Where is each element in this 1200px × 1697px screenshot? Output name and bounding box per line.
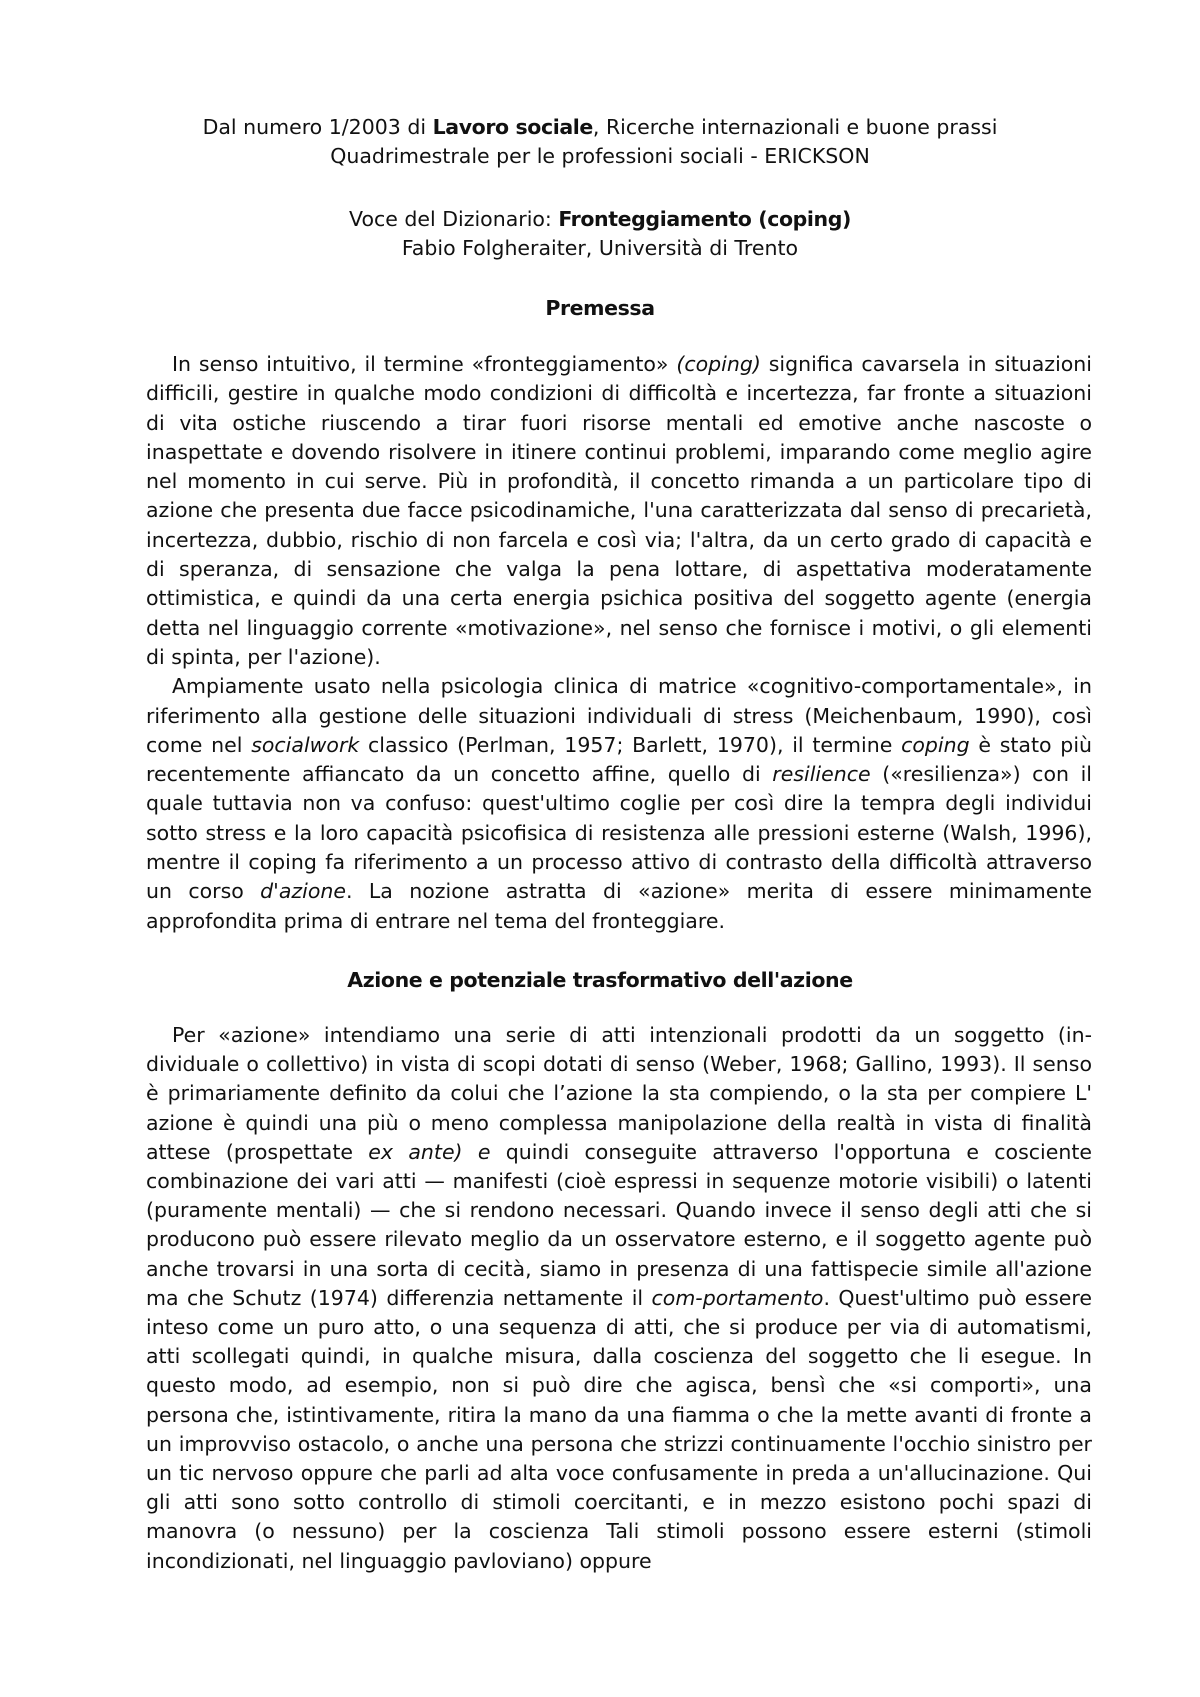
text-run: . Quest'ultimo può essere inteso come un puro atto, o una sequenza di atti, che si produce per via di automatismi, atti scollegati quindi, in qualche misura, dalla coscienza del soggetto che li esegue. In questo modo, ad esempio, non si può dire che agisca, bensì che «si comporti», una persona che, istintivamente, ritira la mano da una fiamma o che la mette avanti di fronte a un improvviso ostacolo, o anche una persona che strizzi continuamente l'occhio sinistro per un tic nervoso oppure che parli ad alta voce confusamente in preda a un'allucinazione. Qui gli atti sono sotto controllo di stimoli coercitanti, e in mezzo esistono pochi spazi di manovra (o nessuno) per la coscienza Tali stimoli possono essere esterni (stimoli incondizionati, nel linguaggio pavloviano) oppure [146,1285,1092,1573]
entry-title: Fronteggiamento (coping) [558,207,851,231]
azione-paragraph-1 [146,1021,1092,1576]
source-line-suffix: , Ricerche internazionali e buone prassi [592,115,998,139]
italic-term: socialwork [251,732,360,757]
publisher-line: Quadrimestrale per le professioni sociali - ERICKSON [330,144,870,168]
italic-term: ex ante) e [368,1139,491,1164]
section-title-azione: Azione e potenziale trasformativo dell'azione [347,968,853,992]
text-run: («resilienza») con il quale tuttavia non va confuso: quest'ultimo coglie per così dire la tempra degli individui sotto stress e la loro capacità psicofisica di resistenza alle pressioni esterne (Walsh, 1996), mentre il coping fa riferimento a un processo attivo di contrasto della difficoltà attraverso un corso [146,762,1092,904]
entry-header [0,205,1200,263]
italic-term: resilience [772,762,871,787]
text-run: quindi conseguite attraverso l'opportuna e cosciente combinazione dei vari atti — manifesti (cioè espressi in sequenze motorie visibili) o latenti (puramente mentali) — che si rendono necessari. Quando invece il senso degli atti che si producono può essere rilevato meglio da un osservatore esterno, e il soggetto agente può anche trovarsi in una sorta di cecità, siamo in presenza di una fattispecie simile all'azione ma che Schutz (1974) differenzia nettamente il [146,1139,1093,1310]
text-run: Ampiamente usato nella psicologia clinica di matrice «cognitivo-comportamentale», in riferimento alla gestione delle situazioni individuali di stress (Meichenbaum, 1990), così come nel [146,674,1092,757]
text-run: classico (Perlman, 1957; Barlett, 1970), il termine [359,732,902,757]
italic-term: (coping) [676,352,761,376]
text-run: significa cavarsela in situazioni difficili, gestire in qualche modo condizioni di difficoltà e incertezza, far fronte a situazioni di vita ostiche riuscendo a tirar fuori risorse mentali ed emotive anche nascoste o inaspettate e dovendo risolvere in itinere continui problemi, imparando come meglio agire nel momento in cui serve. Più in profondità, il concetto rimanda a un particolare tipo di azione che presenta due facce psicodinamiche, l'una caratterizzata dal senso di precarietà, incertezza, dubbio, rischio di non farcela e così via; l'altra, da un certo grado di capacità e di speranza, di sensazione che valga la pena lottare, di aspettativa moderatamente ottimistica, e quindi da una certa energia psichica positiva del soggetto agente (energia detta nel linguaggio corrente «motivazione», nel senso che fornisce i motivi, o gli elementi di spinta, per l'azione). [146,352,1092,669]
text-run: . La nozione astratta di «azione» merita di essere minimamente approfondita prima di entrare nel tema del fronteggiare. [146,879,1093,933]
source-line [0,113,1200,142]
premessa-body [146,350,1092,936]
azione-body [146,1021,1092,1576]
text-run: Per «azione» intendiamo una serie di atti intenzionali prodotti da un soggetto (in-dividuale o collettivo) in vista di scopi dotati di senso (Weber, 1968; Gallino, 1993). Il senso è primariamente definito da colui che l’azione la sta compiendo, o la sta per compiere L' azione è quindi una più o meno complessa manipolazione della realtà in vista di finalità attese (prospettate [146,1023,1092,1164]
author-line: Fabio Folgheraiter, Università di Trento [401,236,799,260]
section-title-premessa: Premessa [545,296,655,320]
entry-line [0,205,1200,234]
source-line-prefix: Dal numero 1/2003 di [202,115,433,139]
text-run: In senso intuitivo, il termine «fronteggiamento» [172,352,677,376]
premessa-paragraph-1 [146,350,1092,672]
text-run: è stato più recentemente affiancato da un concetto affine, quello di [146,732,1093,787]
entry-prefix: Voce del Dizionario: [349,207,559,231]
italic-term: coping [901,732,970,757]
source-header [0,113,1200,171]
premessa-paragraph-2 [146,672,1092,936]
italic-term: d'azione [260,879,346,904]
italic-term: com-portamento [651,1285,824,1310]
journal-name: Lavoro sociale [432,115,593,139]
